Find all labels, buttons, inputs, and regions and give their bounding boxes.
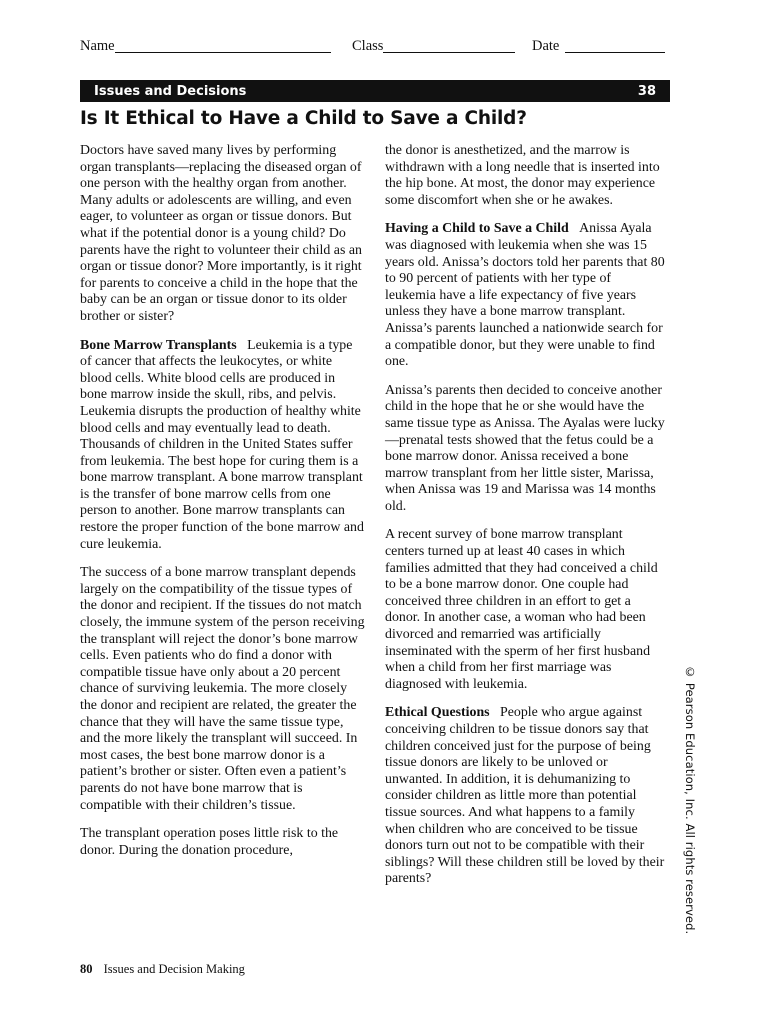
operation-paragraph-start: The transplant operation poses little risk to the donor. During the donation procedure, [80,826,339,858]
having-child-text: Anissa Ayala was diagnosed with leukemia when she was 15 years old. Anissa’s doctors told her parents that 80 to 90 percent of patients with her type of leukemia have a life expectancy of five years unless they have a bone marrow transplant. Anissa’s parents launched a nationwide search for a compatible donor, but they were unable to find one. [385,221,665,370]
conceive-paragraph: Anissa’s parents then decided to conceive another child in the hope that he or she would have the same tissue type as Anissa. The Ayalas were lucky—prenatal tests showed that the fetus could be a bone marrow donor. Anissa received a bone marrow transplant from her little sister, Marissa, when Anissa was 19 and Marissa was 14 months old. [385,382,665,514]
right-column [385,143,665,900]
operation-paragraph-end: the donor is anesthetized, and the marrow is withdrawn with a long needle that is inserted into the hip bone. At most, the donor may experience some discomfort when she or he awakes. [385,143,660,208]
name-label: Name [80,38,115,54]
section-label: Issues and Decisions [94,83,247,99]
date-label: Date [532,38,560,54]
survey-paragraph: A recent survey of bone marrow transplant centers turned up at least 40 cases in which families admitted that they had conceived a child to be a bone marrow donor. One couple had conceived three children in an effort to get a donor. In another case, a woman who had been divorced and remarried was artificially inseminated with the sperm of her first husband when a child from her first marriage was diagnosed with leukemia. [385,527,658,692]
intro-paragraph: Doctors have saved many lives by performing organ transplants—replacing the diseased organ of one person with the healthy organ from another. Many adults or adolescents are willing, and even eager, to volunteer as organ or tissue donors. But what if the potential donor is a young child? Do parents have the right to volunteer their child as an organ or tissue donor? More importantly, is it right for parents to conceive a child in the hope that the baby can be an organ or tissue donor to its older brother or sister? [80,143,362,324]
ethics-paragraph [385,705,665,888]
name-blank[interactable] [115,38,331,53]
book-title: Issues and Decision Making [103,962,245,976]
ethics-text: People who argue against conceiving children to be tissue donors say that children conceived just for the purpose of being tissue donors are likely to be unloved or unwanted. In addition, it is dehumanizing to consider children as little more than potential tissue sources. And what happens to a family when children who are conceived to be tissue donors turn out not to be compatible with their siblings? Will these children still be loved by their parents? [385,705,665,887]
ethics-heading: Ethical Questions [385,705,490,721]
lesson-number: 38 [637,83,656,99]
page-number: 80 [80,962,93,976]
bone-marrow-heading: Bone Marrow Transplants [80,337,237,353]
page-footer [80,962,245,977]
date-field[interactable] [532,38,559,55]
left-column [80,143,365,871]
class-label: Class [352,38,384,54]
name-field[interactable] [80,38,115,55]
success-paragraph: The success of a bone marrow transplant depends largely on the compatibility of the tissue types of the donor and recipient. If the tissues do not match closely, the immune system of the person receiving the transplant will reject the donor’s bone marrow cells. Even patients who do find a donor with compatible tissue have only about a 20 percent chance of surviving leukemia. The more closely the donor and recipient are related, the greater the chance that they will have the same tissue type, and the more likely the transplant will succeed. In most cases, the best bone marrow donor is a patient’s brother or sister. Often even a patient’s parents do not have bone marrow that is compatible with their children’s tissue. [80,565,365,813]
class-field[interactable] [352,38,383,55]
having-child-heading: Having a Child to Save a Child [385,221,569,237]
copyright-notice: © Pearson Education, Inc. All rights reserved. [683,665,697,935]
date-blank[interactable] [565,38,665,53]
bone-marrow-text: Leukemia is a type of cancer that affects the leukocytes, or white blood cells. White blood cells are produced in bone marrow inside the skull, ribs, and pelvis. Leukemia disrupts the production of healthy white blood cells and may eventually lead to death. Thousands of children in the United States suffer from leukemia. The best hope for curing them is a bone marrow transplant. A bone marrow transplant is the transfer of bone marrow cells from one person to another. Bone marrow transplants can restore the proper function of the bone marrow and cure leukemia. [80,337,364,552]
page-title: Is It Ethical to Have a Child to Save a Child? [80,108,527,129]
having-child-paragraph [385,221,665,370]
class-blank[interactable] [383,38,515,53]
section-banner [80,80,670,102]
bone-marrow-paragraph [80,338,365,554]
